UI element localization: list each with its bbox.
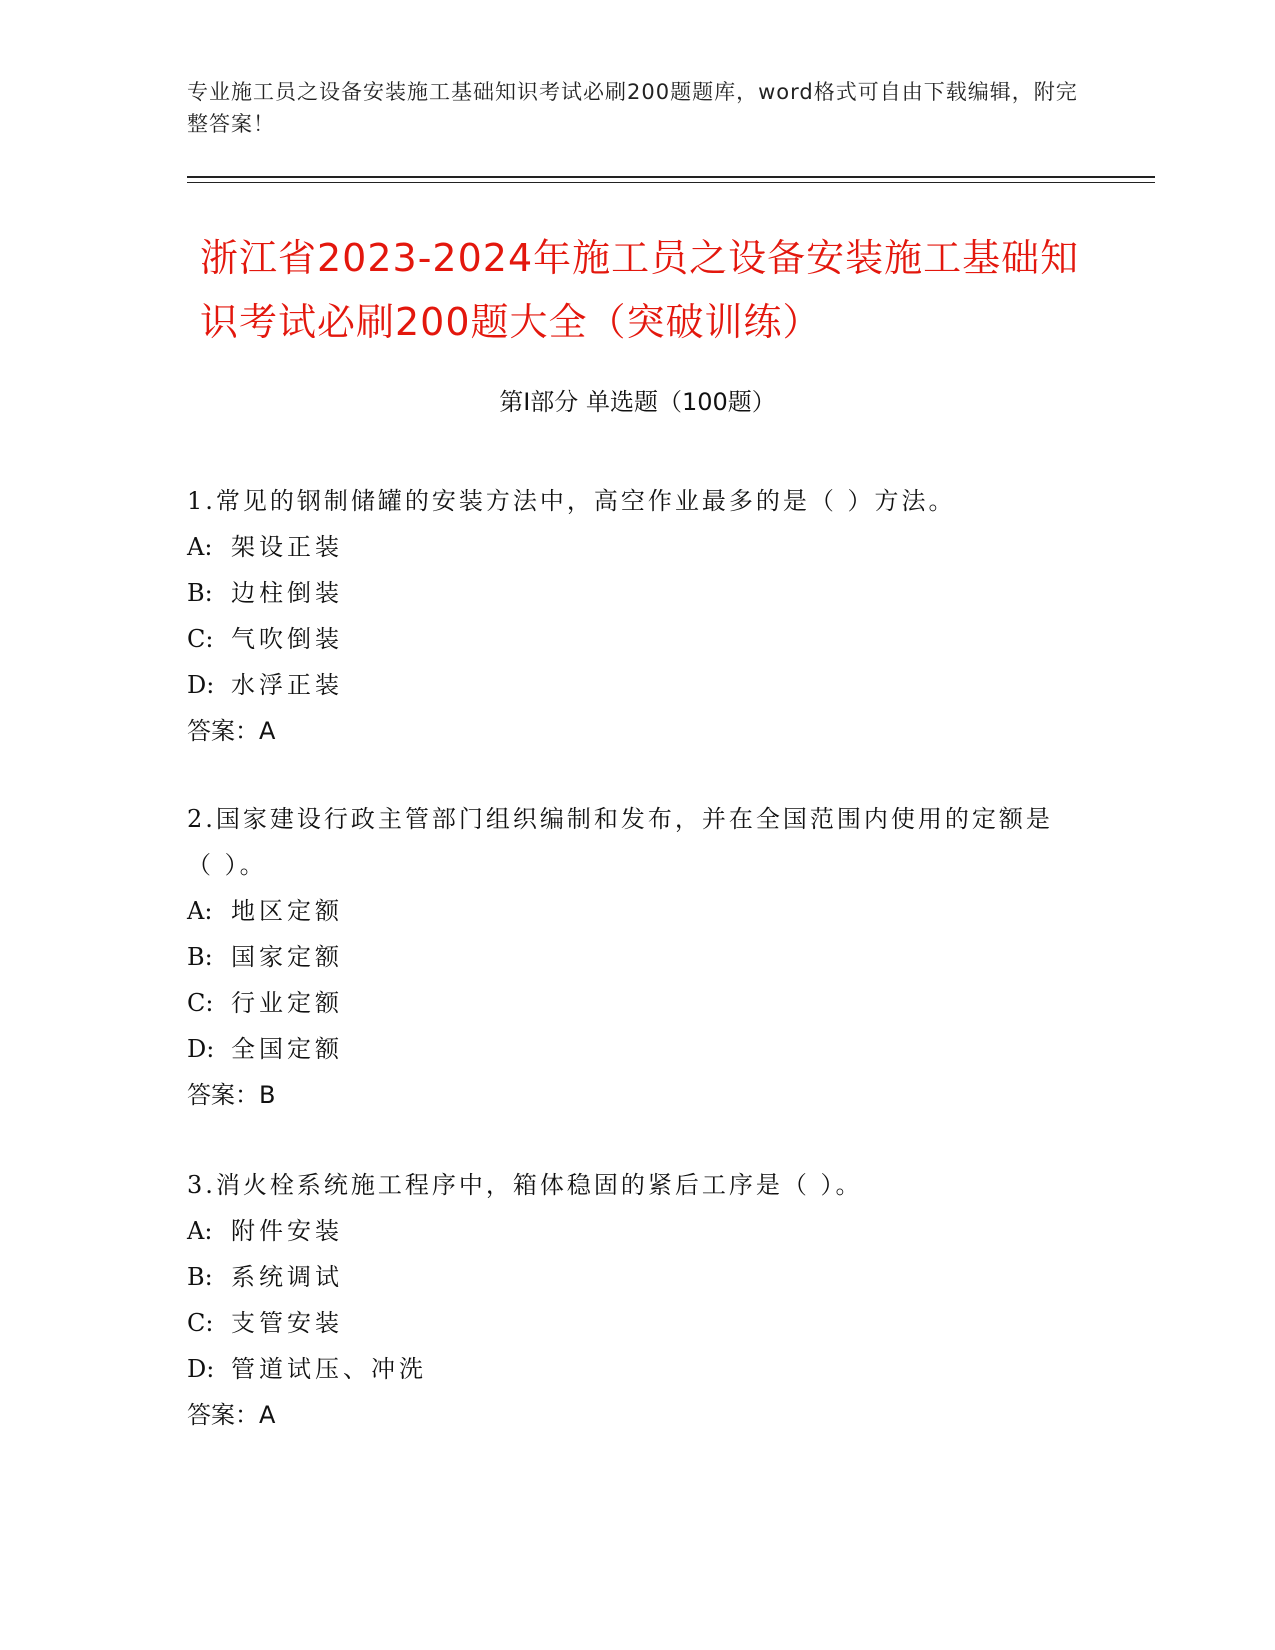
- answer-value: B: [259, 1081, 276, 1109]
- option-text: 架设正装: [231, 533, 343, 561]
- option-key: B:: [187, 579, 213, 607]
- option-a: [187, 888, 1067, 934]
- option-key: A:: [187, 1217, 213, 1245]
- option-text: 地区定额: [231, 897, 343, 925]
- option-a: [187, 1208, 1067, 1254]
- option-c: [187, 616, 1067, 662]
- option-key: D:: [187, 1035, 215, 1063]
- option-text: 附件安装: [231, 1217, 343, 1245]
- section-heading: 第Ⅰ部分 单选题（100题）: [499, 388, 776, 416]
- option-key: C:: [187, 1309, 214, 1337]
- answer-label: 答案：: [187, 1081, 259, 1109]
- option-key: C:: [187, 989, 214, 1017]
- option-text: 气吹倒装: [231, 625, 343, 653]
- answer-label: 答案：: [187, 1401, 259, 1429]
- answer-value: A: [259, 717, 276, 745]
- header-note: 专业施工员之设备安装施工基础知识考试必刷200题题库，word格式可自由下载编辑，附完整答案！: [187, 80, 1078, 136]
- option-key: B:: [187, 1263, 213, 1291]
- option-key: D:: [187, 1355, 215, 1383]
- header-divider-thin: [187, 182, 1155, 183]
- option-key: A:: [187, 897, 213, 925]
- option-text: 边柱倒装: [231, 579, 343, 607]
- question-stem: 1.常见的钢制储罐的安装方法中，高空作业最多的是（ ）方法。: [187, 487, 956, 515]
- answer-label: 答案：: [187, 717, 259, 745]
- answer-line: [187, 1392, 1067, 1438]
- document-title: 浙江省2023-2024年施工员之设备安装施工基础知识考试必刷200题大全（突破训练）: [200, 236, 1080, 344]
- option-text: 行业定额: [231, 989, 343, 1017]
- header-divider-thick: [187, 176, 1155, 178]
- option-key: B:: [187, 943, 213, 971]
- option-b: [187, 934, 1067, 980]
- option-b: [187, 570, 1067, 616]
- option-text: 国家定额: [231, 943, 343, 971]
- option-text: 支管安装: [231, 1309, 343, 1337]
- question-block: [187, 1162, 1067, 1438]
- option-c: [187, 1300, 1067, 1346]
- option-text: 全国定额: [231, 1035, 343, 1063]
- option-key: D:: [187, 671, 215, 699]
- option-d: [187, 1026, 1067, 1072]
- answer-line: [187, 708, 1067, 754]
- option-text: 管道试压、冲洗: [231, 1355, 427, 1383]
- answer-line: [187, 1072, 1067, 1118]
- question-stem: 3.消火栓系统施工程序中，箱体稳固的紧后工序是（ ）。: [187, 1171, 863, 1199]
- option-b: [187, 1254, 1067, 1300]
- option-key: A:: [187, 533, 213, 561]
- answer-value: A: [259, 1401, 276, 1429]
- option-c: [187, 980, 1067, 1026]
- question-block: [187, 478, 1067, 754]
- option-d: [187, 662, 1067, 708]
- option-d: [187, 1346, 1067, 1392]
- question-stem: 2.国家建设行政主管部门组织编制和发布，并在全国范围内使用的定额是（ ）。: [187, 805, 1053, 879]
- option-a: [187, 524, 1067, 570]
- question-block: [187, 796, 1067, 1118]
- option-text: 水浮正装: [231, 671, 343, 699]
- option-key: C:: [187, 625, 214, 653]
- option-text: 系统调试: [231, 1263, 343, 1291]
